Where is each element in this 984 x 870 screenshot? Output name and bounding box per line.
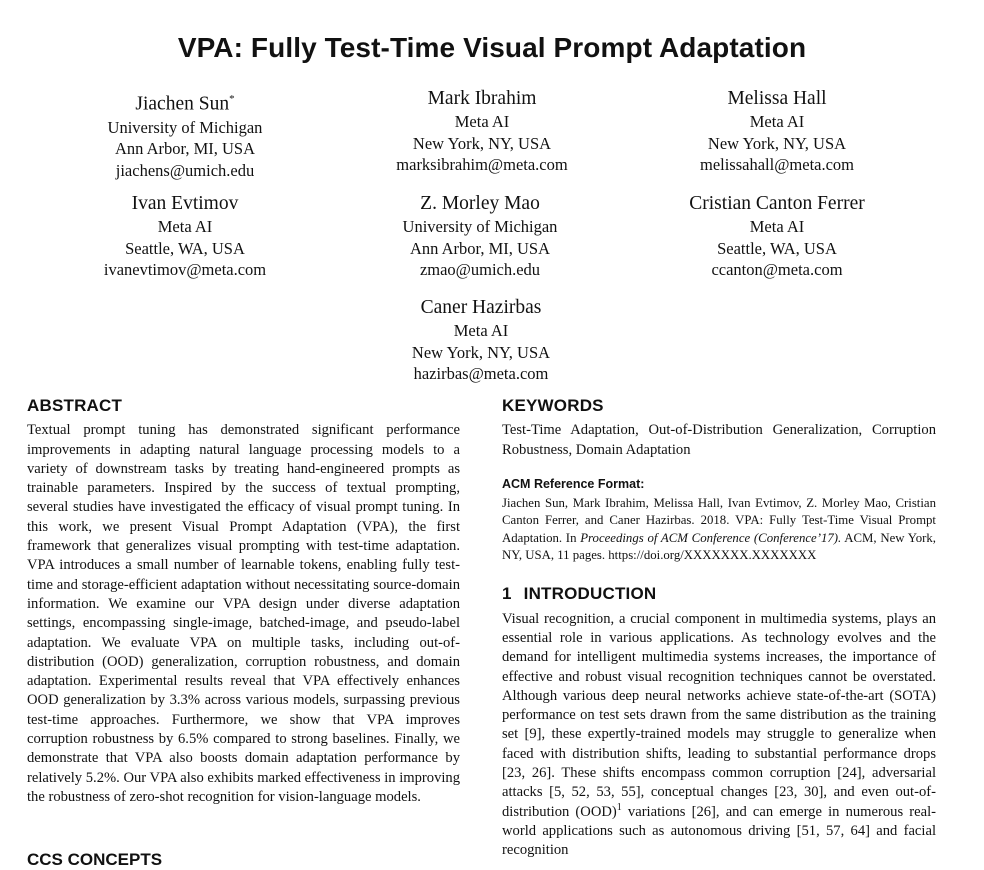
author-email: marksibrahim@meta.com — [396, 155, 568, 174]
author-affiliation: Meta AI — [454, 112, 510, 131]
author-name: Jiachen Sun* — [135, 93, 235, 115]
author-block — [330, 192, 630, 281]
author-block — [627, 192, 927, 281]
author-name: Mark Ibrahim — [427, 88, 537, 109]
abstract-text: Textual prompt tuning has demonstrated significant performance improvements in adapting natural language processing models to a variety of downstream tasks by treating hand-engineered prompts as trainable parameters. Inspired by the success of textual prompting, several studies have investigated the efficacy of visual prompt tuning. In this work, we present Visual Prompt Adaptation (VPA), the first framework that generalizes visual prompting with test-time adaptation. VPA introduces a small number of learnable tokens, enabling fully test-time and storage-efficient adaptation without necessitating source-domain information. We examine our VPA design under diverse adaptation settings, encompassing single-image, batched-image, and pseudo-label adaptation. We evaluate VPA on multiple tasks, including out-of-distribution (OOD) generalization, corruption robustness, and domain adaptation. Experimental results reveal that VPA effectively enhances OOD generalization by 3.3% across various models, surpassing previous test-time approaches. Furthermore, we show that VPA improves corruption robustness by 6.5% compared to strong baselines. Finally, we demonstrate that VPA also boosts domain adaptation performance by relatively 5.2%. Our VPA also exhibits marked effectiveness in improving the robustness of zero-shot recognition for vision-language models. — [27, 422, 461, 805]
author-affiliation: University of Michigan — [107, 117, 263, 137]
author-name: Caner Hazirbas — [420, 297, 542, 318]
author-location: Ann Arbor, MI, USA — [409, 238, 551, 258]
author-affiliation: Meta AI — [157, 217, 213, 236]
footnote-mark: 1 — [616, 801, 622, 813]
author-email: ccanton@meta.com — [711, 260, 843, 279]
author-location: New York, NY, USA — [707, 133, 847, 153]
author-block — [35, 87, 335, 181]
author-location: Seattle, WA, USA — [717, 238, 837, 258]
author-email: ivanevtimov@meta.com — [103, 260, 267, 279]
introduction-text: Visual recognition, a crucial component in multimedia systems, plays an essential role in various applications. As technology evolves and the demand for intelligent multimedia systems increases, the importance of effective and robust visual recognition techniques cannot be overstated. Although various deep neural networks achieve state-of-the-art (SOTA) performance on test sets drawn from the same distribution as the training set [9], these expertly-trained models may struggle to generalize when faced with distribution shifts, leading to substantial performance drops [23, 26]. These shifts encompass common corruption [24], adversarial attacks [5, 52, 53, 55], conceptual changes [23, 30], and even out-of-distribution (OOD)$^1$ variations [26], and can emerge in numerous real-world applications such as autonomous driving [51, 57, 64] and facial recognition — [502, 610, 936, 859]
author-affiliation: Meta AI — [453, 321, 509, 340]
author-affiliation: Meta AI — [749, 217, 805, 236]
author-block — [35, 192, 335, 281]
keywords-text: Test-Time Adaptation, Out-of-Distribution Generalization, Corruption Robustness, Domain Adaptation — [502, 422, 936, 458]
right-column — [502, 396, 936, 861]
author-email: hazirbas@meta.com — [413, 364, 549, 383]
author-block — [332, 87, 632, 176]
author-name: Z. Morley Mao — [420, 193, 540, 214]
author-email: jiachens@umich.edu — [115, 160, 255, 180]
keywords-heading: KEYWORDS — [502, 396, 604, 415]
next-section-heading: CCS CONCEPTS — [27, 850, 163, 869]
author-block — [627, 87, 927, 176]
acm-reference-text: Jiachen Sun, Mark Ibrahim, Melissa Hall, Ivan Evtimov, Z. Morley Mao, Cristian Canton Ferrer, and Caner Hazirbas. 2018. VPA: Fully Test-Time Visual Prompt Adaptation. In Proceedings of ACM Conference (Conference’17). ACM, New York, NY, USA, 11 pages. https://doi.org/XXXXXXX.XXXXXXX — [502, 496, 937, 563]
author-name: Ivan Evtimov — [131, 193, 239, 214]
author-location: New York, NY, USA — [412, 133, 552, 153]
author-email: zmao@umich.edu — [419, 260, 541, 279]
paper-title: VPA: Fully Test-Time Visual Prompt Adaptation — [177, 32, 807, 63]
author-name: Melissa Hall — [727, 88, 827, 109]
acm-reference-heading: ACM Reference Format: — [502, 476, 645, 491]
author-block — [331, 296, 631, 385]
author-affiliation: Meta AI — [749, 112, 805, 131]
author-affiliation: University of Michigan — [402, 217, 558, 236]
author-email: melissahall@meta.com — [699, 155, 855, 174]
abstract-heading: ABSTRACT — [27, 396, 123, 415]
author-location: Seattle, WA, USA — [125, 238, 245, 258]
introduction-heading: 1 INTRODUCTION — [502, 584, 657, 604]
left-column — [27, 396, 460, 807]
author-location: New York, NY, USA — [411, 342, 551, 362]
author-name: Cristian Canton Ferrer — [689, 193, 865, 214]
author-location: Ann Arbor, MI, USA — [114, 139, 256, 158]
